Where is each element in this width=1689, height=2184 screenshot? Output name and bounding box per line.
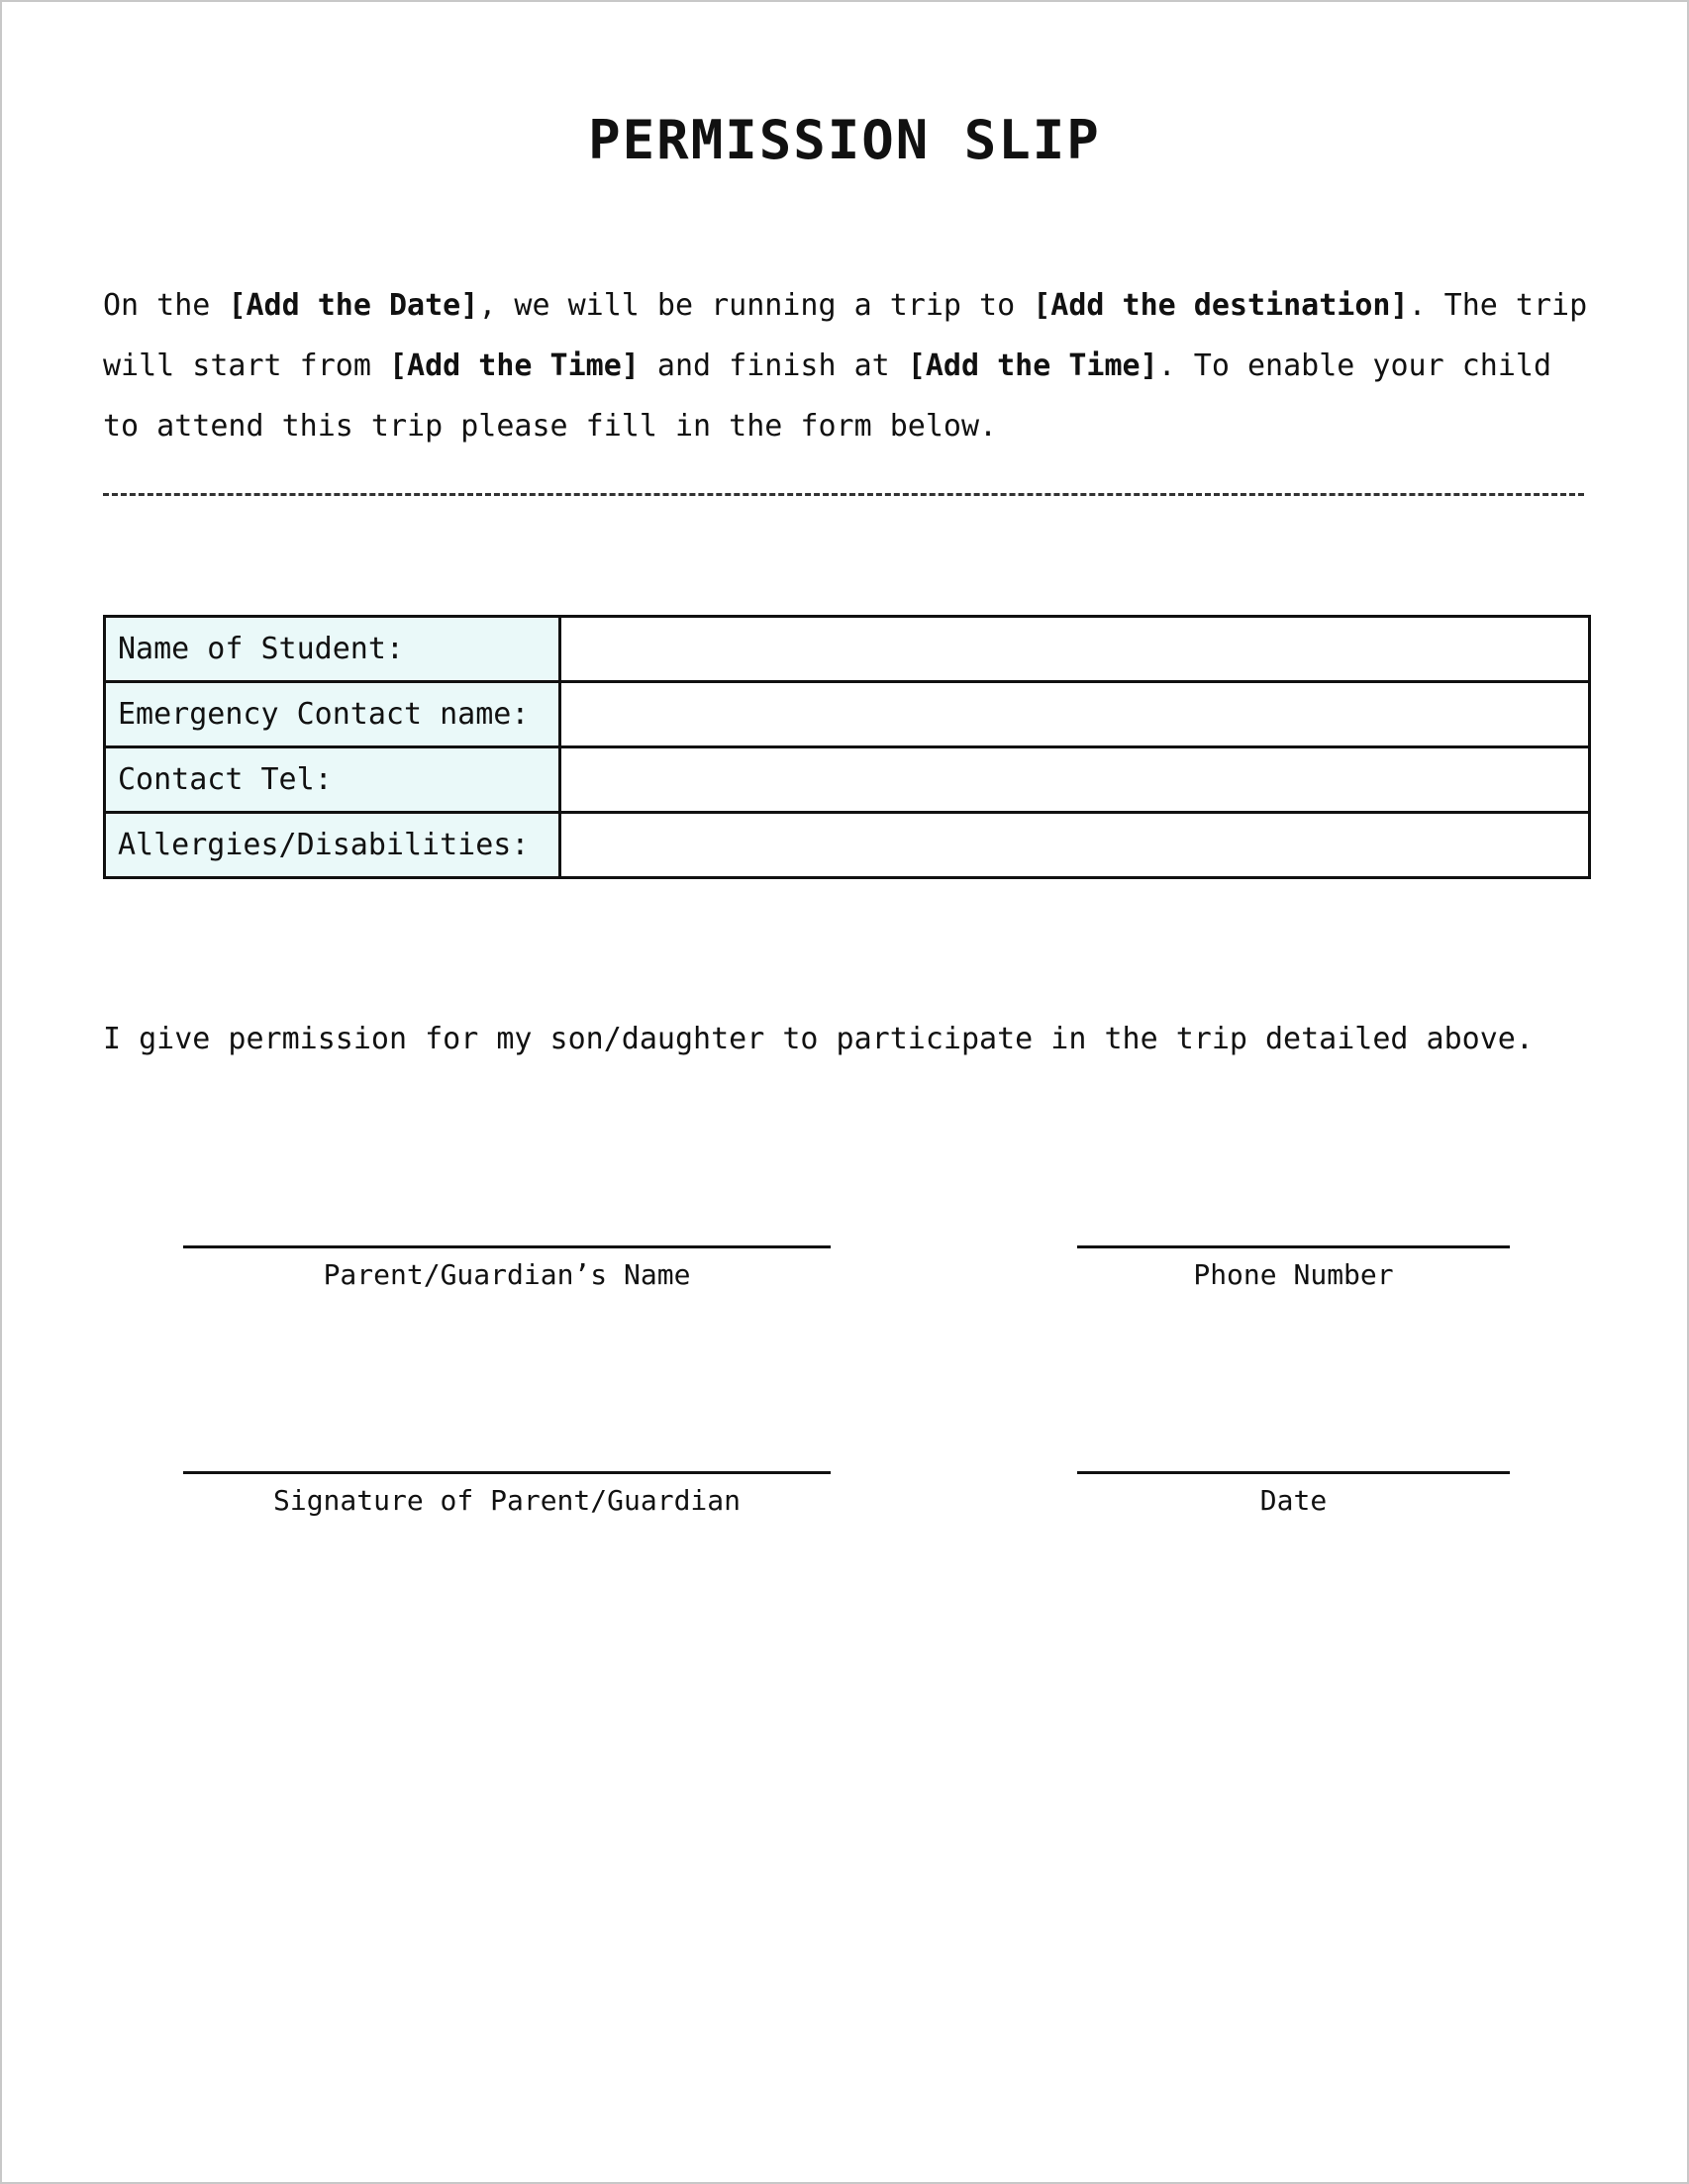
parent-signature-line[interactable] [183,1471,831,1474]
student-name-field[interactable] [560,617,1590,682]
date-caption: Date [1259,1484,1328,1517]
permission-statement: I give permission for my son/daughter to participate in the trip detailed above. [103,1022,1534,1056]
intro-text-1: On the [103,288,229,323]
phone-number-caption: Phone Number [1193,1258,1394,1291]
page-title: PERMISSION SLIP [588,109,1101,171]
end-time-placeholder: [Add the Time] [907,348,1158,383]
destination-placeholder: [Add the destination] [1033,288,1409,323]
start-time-placeholder: [Add the Time] [388,348,640,383]
table-row [105,682,1590,747]
contact-tel-field[interactable] [560,747,1590,813]
date-signature-block [1077,1471,1510,1517]
student-info-table [103,615,1591,879]
student-name-label: Name of Student: [105,617,560,682]
intro-text-2: , we will be running a trip to [478,288,1034,323]
contact-tel-label: Contact Tel: [105,747,560,813]
parent-signature-caption: Signature of Parent/Guardian [272,1484,741,1517]
emergency-contact-label: Emergency Contact name: [105,682,560,747]
table-row [105,813,1590,878]
parent-name-line[interactable] [183,1245,831,1248]
table-row [105,617,1590,682]
cut-line-divider [103,493,1584,496]
parent-name-signature-block [183,1245,831,1291]
emergency-contact-field[interactable] [560,682,1590,747]
date-placeholder: [Add the Date] [228,288,479,323]
allergies-field[interactable] [560,813,1590,878]
table-row [105,747,1590,813]
intro-paragraph [103,275,1588,456]
parent-signature-block [183,1471,831,1517]
allergies-label: Allergies/Disabilities: [105,813,560,878]
intro-text-4: and finish at [639,348,908,383]
phone-number-line[interactable] [1077,1245,1510,1248]
date-line[interactable] [1077,1471,1510,1474]
phone-number-signature-block [1077,1245,1510,1291]
parent-name-caption: Parent/Guardian’s Name [323,1258,691,1291]
intro-text-5: . To enable your child to attend this trip please fill in the form below. [103,348,1552,444]
intro-text-3: . The trip will start from [103,288,1588,383]
